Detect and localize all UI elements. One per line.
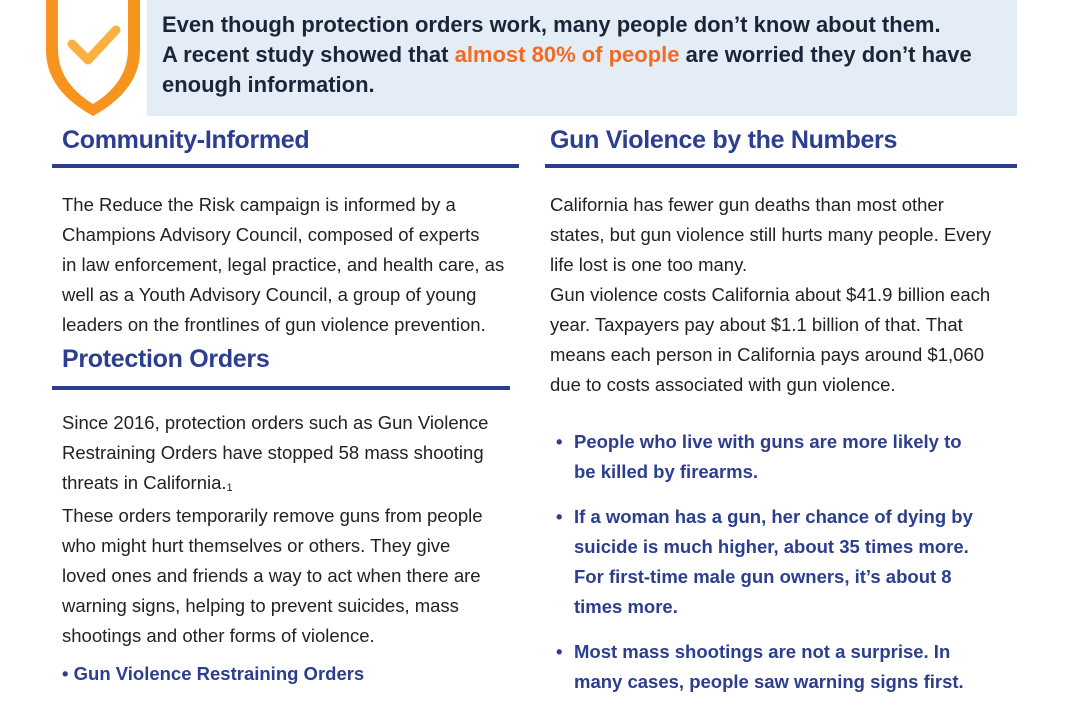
numbers-line: life lost is one too many. [550, 254, 748, 275]
bullet-dot-icon: • [556, 431, 563, 452]
callout-line-2-end: are worried they don’t have [679, 42, 972, 67]
footnote-marker: 1 [226, 482, 233, 494]
callout-line-3: enough information. [162, 72, 375, 97]
bullet-dot-icon: • [556, 641, 563, 662]
shield-check-icon [38, 0, 148, 118]
community-paragraph [62, 190, 532, 340]
community-line: Champions Advisory Council, composed of experts [62, 224, 480, 245]
numbers-rule [545, 164, 1017, 168]
bullet-line: For first-time male gun owners, it’s about 8 [574, 566, 952, 587]
protection-line [62, 468, 532, 501]
protection-line: Restraining Orders have stopped 58 mass shooting [62, 442, 484, 463]
protection-line: These orders temporarily remove guns from people [62, 505, 483, 526]
bullet-line: suicide is much higher, about 35 times more. [574, 536, 969, 557]
numbers-line: due to costs associated with gun violence. [550, 374, 896, 395]
bullet-line: many cases, people saw warning signs first. [574, 671, 964, 692]
numbers-heading: Gun Violence by the Numbers [550, 126, 898, 154]
callout-line-1: Even though protection orders work, many people don’t know about them. [162, 12, 941, 37]
numbers-line: states, but gun violence still hurts many people. Every [550, 224, 992, 245]
protection-heading: Protection Orders [62, 345, 270, 373]
callout-line-2-start: A recent study showed that [162, 42, 455, 67]
bullet-dot-icon: • [556, 506, 563, 527]
protection-line: loved ones and friends a way to act when there are [62, 565, 481, 586]
protection-line: warning signs, helping to prevent suicides, mass [62, 595, 459, 616]
numbers-line: Gun violence costs California about $41.9 billion each [550, 284, 991, 305]
community-line: The Reduce the Risk campaign is informed by a [62, 194, 456, 215]
callout-highlight: almost 80% of people [454, 42, 680, 67]
protection-line: shootings and other forms of violence. [62, 625, 375, 646]
numbers-bullet-list [550, 427, 1020, 712]
protection-paragraph [62, 408, 532, 651]
community-line: in law enforcement, legal practice, and health care, as [62, 254, 505, 275]
protection-line: Since 2016, protection orders such as Gun Violence [62, 412, 489, 433]
protection-rule [52, 386, 510, 390]
protection-bullet-text: Gun Violence Restraining Orders [73, 663, 365, 684]
community-line: well as a Youth Advisory Council, a group of young [62, 284, 477, 305]
numbers-paragraph [550, 190, 1030, 400]
numbers-bullet [550, 637, 1020, 697]
numbers-bullet [550, 502, 1020, 622]
numbers-bullet [550, 427, 1020, 487]
protection-line-text: threats in California. [62, 472, 227, 493]
community-line: leaders on the frontlines of gun violence prevention. [62, 314, 486, 335]
bullet-line: People who live with guns are more likely to [574, 431, 962, 452]
community-heading: Community-Informed [62, 126, 310, 154]
community-rule [52, 164, 519, 168]
callout-text [162, 10, 1012, 100]
numbers-line: California has fewer gun deaths than most other [550, 194, 944, 215]
bullet-line: If a woman has a gun, her chance of dying by [574, 506, 973, 527]
numbers-line: year. Taxpayers pay about $1.1 billion of that. That [550, 314, 963, 335]
protection-bullet-cut: • Gun Violence Restraining Orders [62, 663, 365, 684]
numbers-line: means each person in California pays around $1,060 [550, 344, 985, 365]
protection-line: who might hurt themselves or others. They give [62, 535, 451, 556]
bullet-line: Most mass shootings are not a surprise. In [574, 641, 951, 662]
bullet-line: be killed by firearms. [574, 461, 759, 482]
bullet-line: times more. [574, 596, 678, 617]
callout-line-2 [162, 40, 1012, 70]
